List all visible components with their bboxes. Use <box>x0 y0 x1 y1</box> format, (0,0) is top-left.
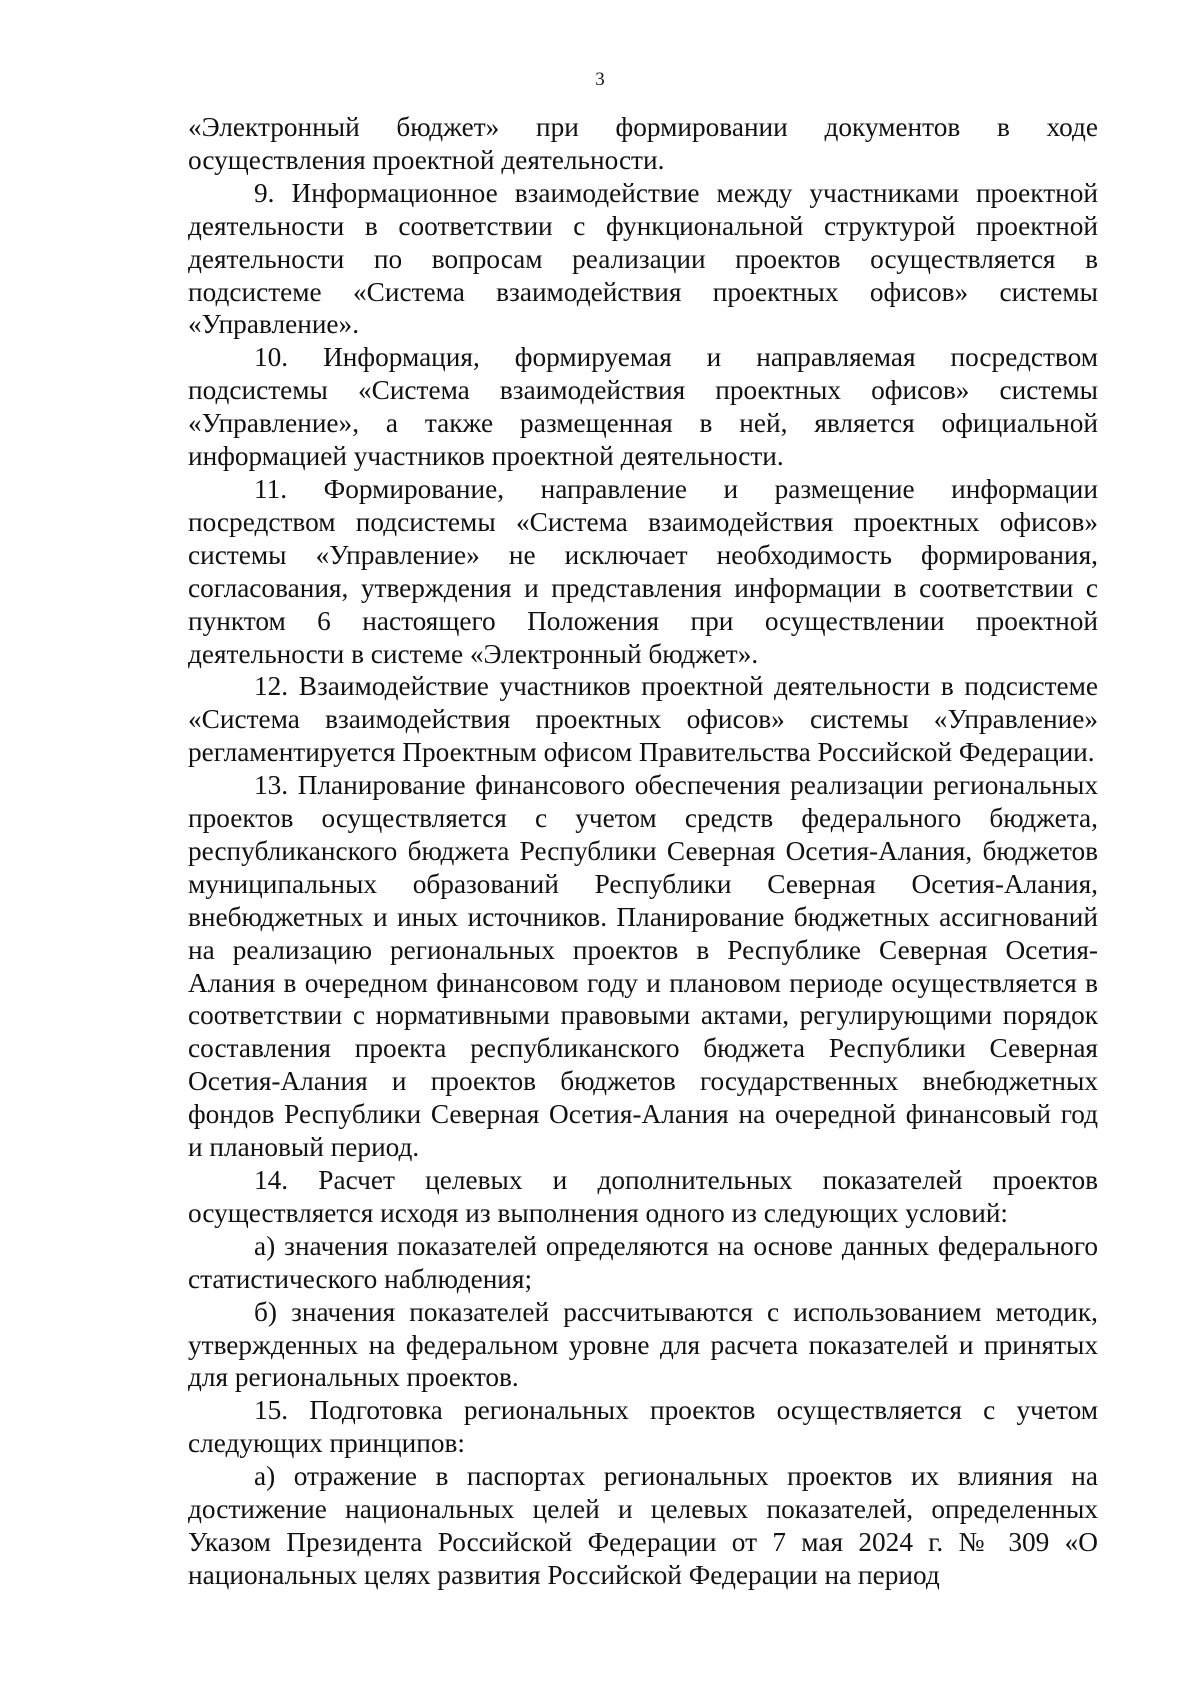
paragraph-item-15: 15. Подготовка региональных проектов осуществляется с учетом следующих принципов: <box>188 1395 1098 1459</box>
paragraph-item-13: 13. Планирование финансового обеспечения реализации региональных проектов осуществляется с учетом средств федерального бюджета, республиканского бюджета Республики Северная Осетия-Алания, бюджетов муниципальных образований Республики Северная Осетия-Алания, внебюджетных и иных источников. Планирование бюджетных ассигнований на реализацию региональных проектов в Республике Северная Осетия-Алания в очередном финансовом году и плановом периоде осуществляется в соответствии с нормативными правовыми актами, регулирующими порядок составления проекта республиканского бюджета Республики Северная Осетия-Алания и проектов бюджетов государственных внебюджетных фондов Республики Северная Осетия-Алания на очередной финансовый год и плановый период. <box>188 770 1098 1163</box>
paragraph-item-9: 9. Информационное взаимодействие между участниками проектной деятельности в соответствии с функциональной структурой проектной деятельности по вопросам реализации проектов осуществляется в подсистеме «Система взаимодействия проектных офисов» системы «Управление». <box>188 177 1098 340</box>
paragraph-item-14-a: а) значения показателей определяются на основе данных федерального статистического наблюдения; <box>188 1230 1098 1294</box>
page-number: 3 <box>595 69 605 90</box>
paragraph-item-14: 14. Расчет целевых и дополнительных показателей проектов осуществляется исходя из выполнения одного из следующих условий: <box>188 1165 1098 1228</box>
paragraph-item-12: 12. Взаимодействие участников проектной деятельности в подсистеме «Система взаимодействия проектных офисов» системы «Управление» регламентируется Проектным офисом Правительства Российской Федерации. <box>188 671 1098 768</box>
paragraph-item-10: 10. Информация, формируемая и направляемая посредством подсистемы «Система взаимодействия проектных офисов» системы «Управление», а также размещенная в ней, является официальной информацией участников проектной деятельности. <box>188 342 1098 472</box>
document-body <box>188 111 1098 1592</box>
paragraph-item-11: 11. Формирование, направление и размещение информации посредством подсистемы «Система взаимодействия проектных офисов» системы «Управление» не исключает необходимость формирования, согласования, утверждения и представления информации в соответствии с пунктом 6 настоящего Положения при осуществлении проектной деятельности в системе «Электронный бюджет». <box>188 473 1098 669</box>
paragraph-continuation: «Электронный бюджет» при формировании документов в ходе осуществления проектной деятельности. <box>188 112 1098 175</box>
paragraph-item-14-b: б) значения показателей рассчитываются с использованием методик, утвержденных на федеральном уровне для расчета показателей и принятых для региональных проектов. <box>188 1296 1098 1393</box>
paragraph-item-15-a: а) отражение в паспортах региональных проектов их влияния на достижение национальных целей и целевых показателей, определенных Указом Президента Российской Федерации от 7 мая 2024 г. № 309 «О национальных целях развития Российской Федерации на период <box>188 1461 1098 1590</box>
